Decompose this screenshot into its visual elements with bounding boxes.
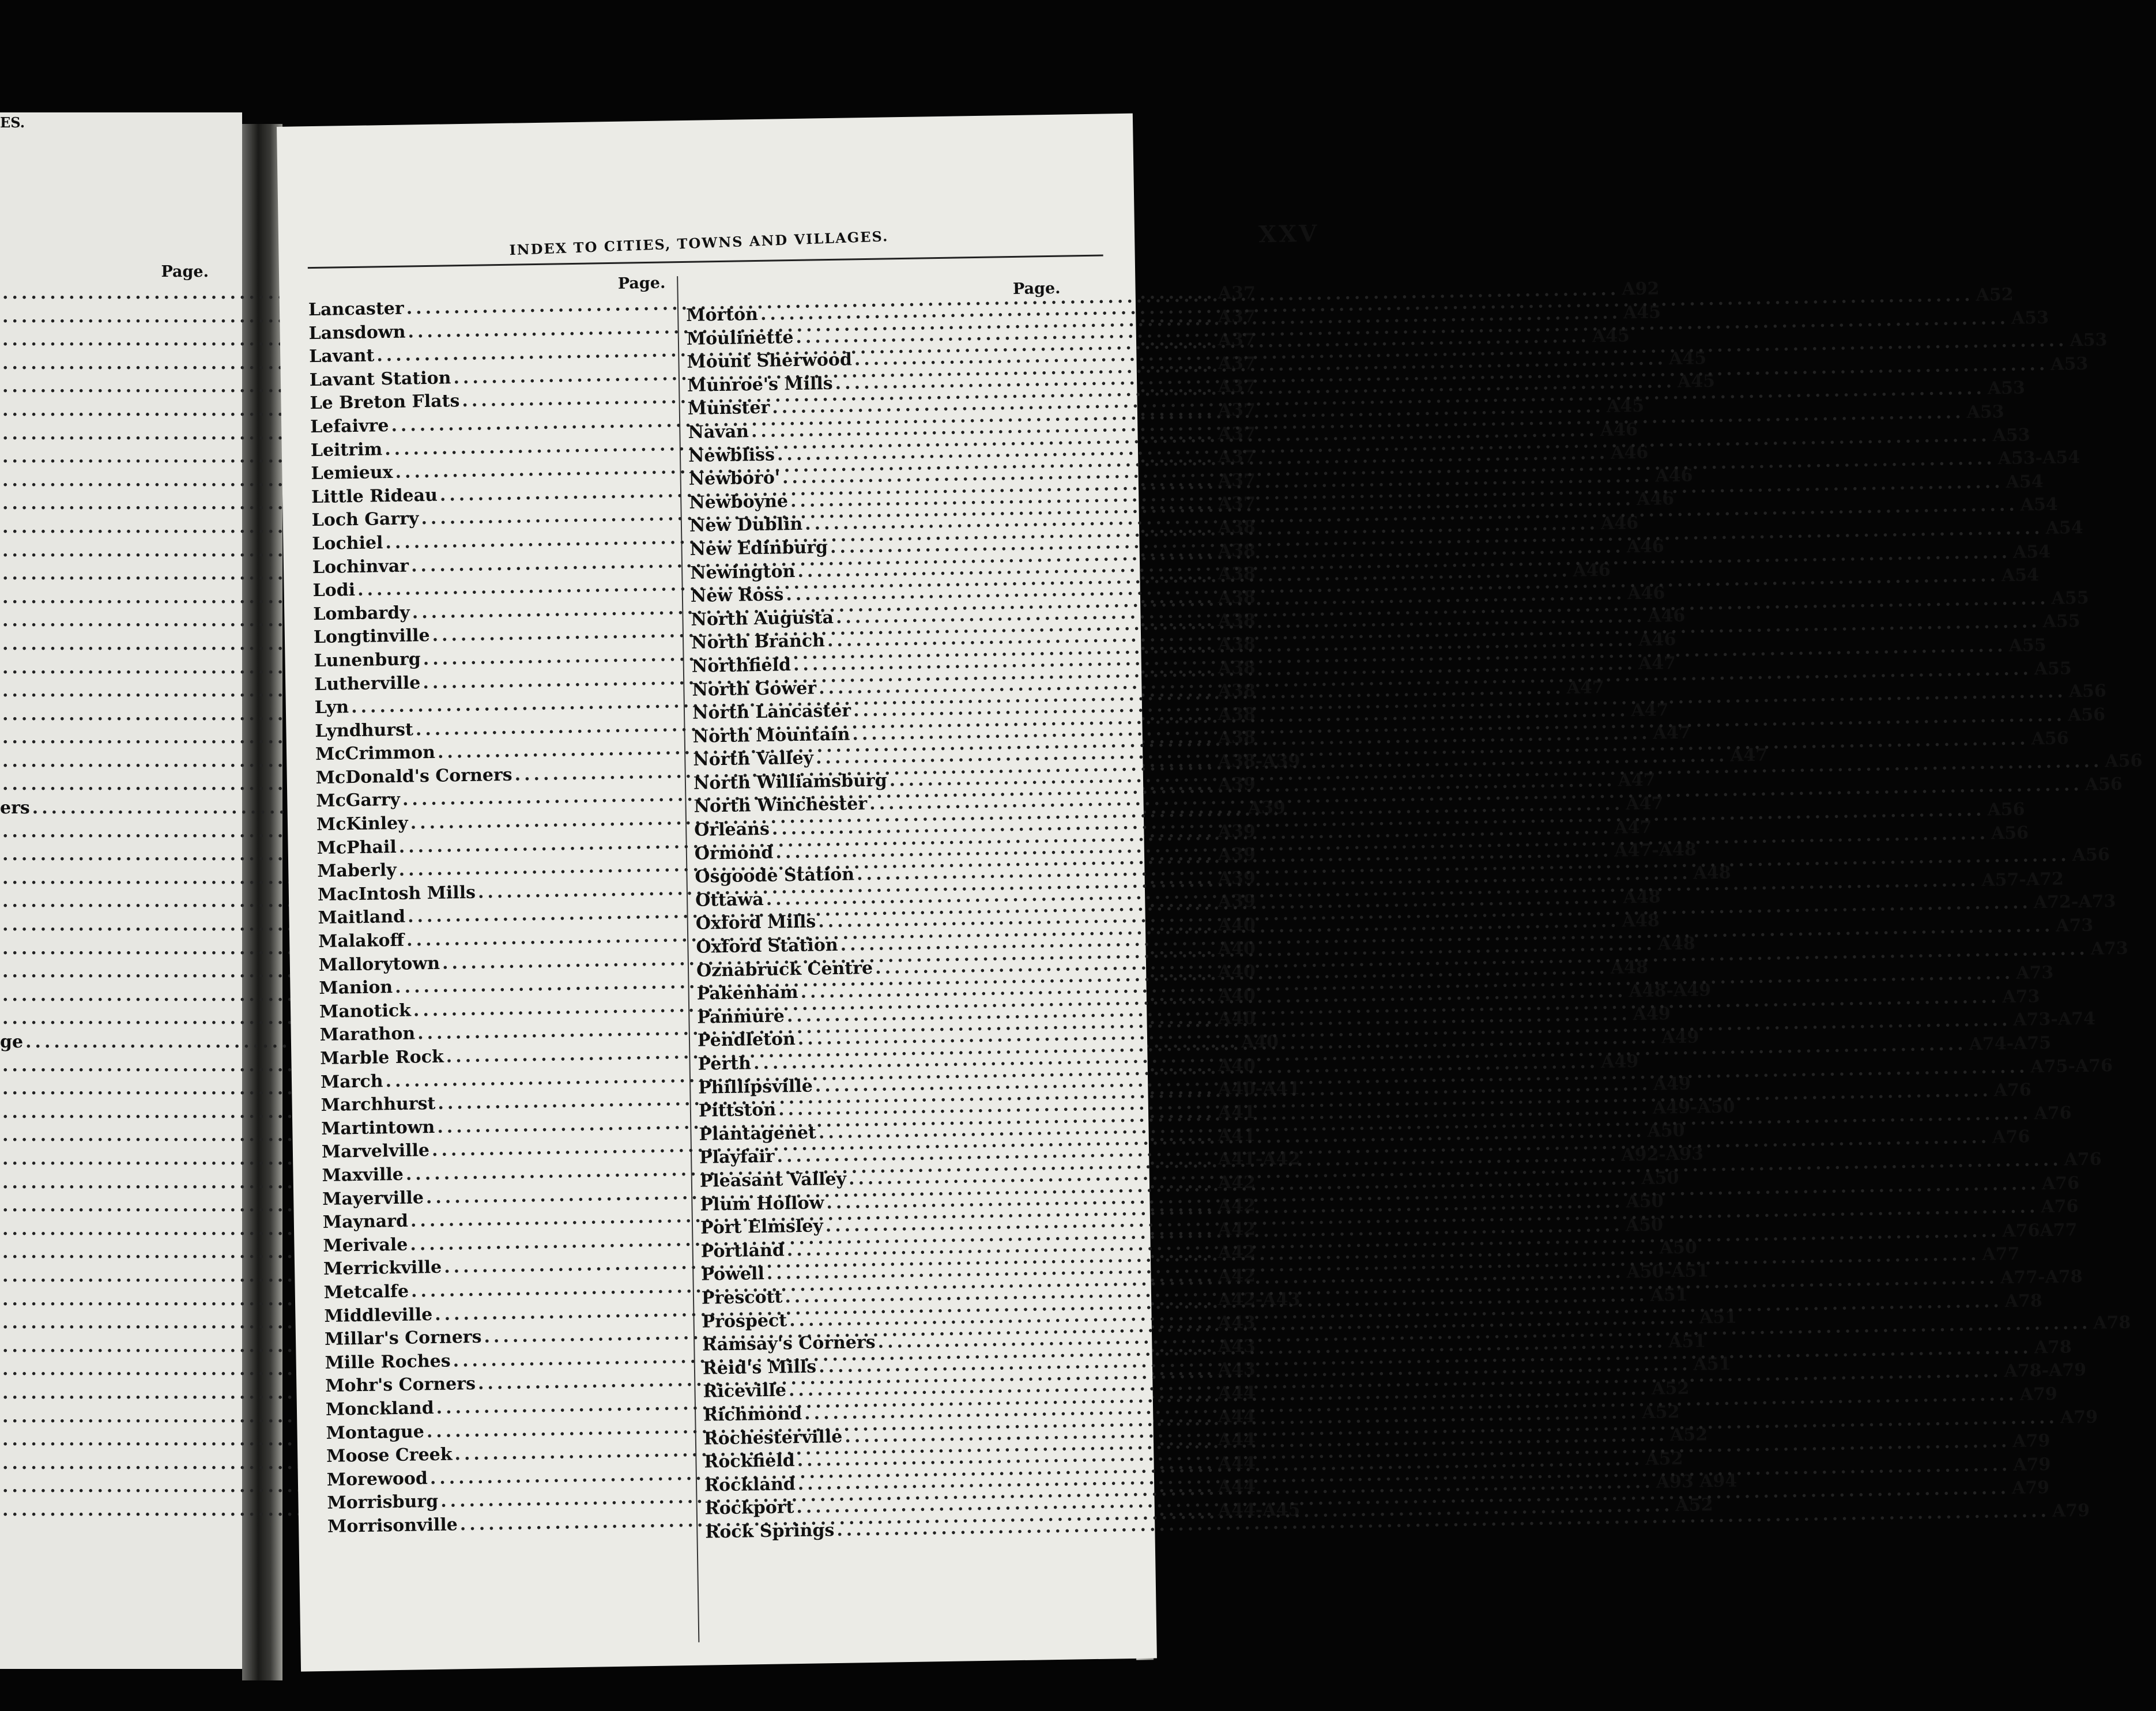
entry-name: Lyndhurst <box>315 719 414 741</box>
entry-page-ref: A37 <box>1218 493 1256 514</box>
entry-page-ref: A50 <box>1625 1215 1664 1236</box>
entry-name: ers <box>0 798 30 819</box>
entry-page-ref: A52 <box>1669 1424 1708 1446</box>
entry-page-ref: A39 <box>1218 845 1256 865</box>
entry-name: Prospect <box>702 1310 787 1332</box>
column-1-header: Page. <box>617 274 666 293</box>
entry-page-ref: A41-A42 <box>1218 1148 1301 1169</box>
entry-page-ref: A38 <box>1218 657 1256 678</box>
entry-name: Mohr's Corners <box>325 1374 476 1397</box>
entry-name: Navan <box>688 421 749 443</box>
entry-name: Pleasant Valley <box>699 1169 847 1192</box>
entry-page-ref: A50 <box>1659 1237 1698 1258</box>
entry-name: Northfield <box>691 655 791 677</box>
entry-name: Plantagenet <box>699 1122 817 1145</box>
entry-name: Ottawa <box>695 889 764 911</box>
entry-page-ref: A73 <box>2055 915 2094 936</box>
entry-page-ref: A55 <box>2051 587 2089 609</box>
entry-page-ref: A79 <box>2052 1500 2090 1521</box>
entry-name: Osgoode Station <box>695 864 855 888</box>
entry-page-ref: A38 <box>1218 610 1256 631</box>
entry-page-ref: A73 <box>2090 938 2129 959</box>
entry-page-ref: A79 <box>2011 1478 2050 1499</box>
entry-name: New Ross <box>690 585 784 606</box>
entry-page-ref: A46 <box>1600 419 1638 440</box>
entry-name: North Lancaster <box>692 700 851 723</box>
entry-page-ref: A46 <box>1610 442 1649 463</box>
entry-page-ref: A44 <box>1218 1406 1256 1427</box>
entry-name: Phillipsville <box>698 1076 813 1098</box>
entry-name: Millar's Corners <box>324 1326 482 1350</box>
entry-page-ref: A55 <box>2008 635 2046 656</box>
entry-name: Pakenham <box>696 982 798 1004</box>
entry-page-ref: A47 <box>1638 653 1676 674</box>
entry-page-ref: A38 <box>1218 540 1256 561</box>
entry-name: Munster <box>687 398 770 420</box>
entry-page-ref: A47 <box>1631 699 1669 721</box>
entry-page-ref: A56 <box>2068 681 2106 702</box>
entry-name: Rockfield <box>704 1450 795 1472</box>
entry-page-ref: A48-A49 <box>1629 979 1712 1002</box>
entry-page-ref: A92-A93 <box>1621 1144 1704 1166</box>
entry-name: Rockport <box>704 1497 794 1519</box>
entry-name: Morrisonville <box>327 1514 458 1537</box>
entry-name: McCrimmon <box>315 743 436 765</box>
entry-name: Merrickville <box>323 1257 442 1280</box>
entry-page-ref: A38 <box>1218 587 1256 608</box>
entry-page-ref: A45 <box>1623 302 1661 323</box>
entry-page-ref: A44 <box>1218 1430 1256 1450</box>
entry-page-ref: A47-A48 <box>1614 839 1697 861</box>
entry-page-ref: A38 <box>1218 704 1256 725</box>
entry-page-ref: A54 <box>2006 471 2044 492</box>
entry-name: Reid's Mills <box>702 1356 817 1379</box>
entry-name: Newington <box>689 561 796 583</box>
entry-name: Port Elmsley <box>700 1216 824 1238</box>
entry-name: Marvelville <box>321 1140 430 1163</box>
entry-page-ref: A52 <box>1976 284 2014 306</box>
entry-page-ref: A40 <box>1241 1032 1279 1052</box>
entry-page-ref: A73-A74 <box>2013 1009 2096 1031</box>
entry-name: Playfair <box>699 1147 775 1169</box>
entry-page-ref: A42 <box>1218 1242 1256 1263</box>
entry-page-ref: A37 <box>1218 470 1256 491</box>
entry-page-ref: A47 <box>1566 677 1605 699</box>
entry-page-ref: A51 <box>1668 1331 1706 1352</box>
entry-page-ref: A76 <box>1993 1080 2032 1101</box>
entry-page-ref: A39 <box>1247 798 1286 819</box>
column-2-header: Page. <box>1012 279 1061 298</box>
entry-page-ref: A53 <box>1992 424 2030 446</box>
entry-page-ref: A37 <box>1218 447 1256 468</box>
entry-page-ref: A48 <box>1622 910 1660 932</box>
entry-page-ref: A38 <box>1218 517 1256 537</box>
entry-page-ref: A79 <box>2019 1384 2058 1405</box>
entry-name: Manion <box>319 977 393 999</box>
entry-page-ref: A37 <box>1218 353 1256 374</box>
entry-name: Lansdown <box>308 322 406 344</box>
entry-page-ref: A39 <box>1218 868 1256 888</box>
entry-name: Lemieux <box>311 462 393 484</box>
entry-name: Richmond <box>703 1403 802 1426</box>
entry-page-ref: A76A77 <box>2002 1219 2078 1241</box>
entry-name: Newboro' <box>688 468 781 490</box>
entry-page-ref: A42 <box>1218 1265 1256 1286</box>
entry-page-ref: A46 <box>1638 629 1676 650</box>
entry-page-ref: A39 <box>1218 774 1256 795</box>
entry-page-ref: A51 <box>1699 1307 1737 1328</box>
entry-name: Mayerville <box>322 1187 424 1209</box>
entry-name: Rochesterville <box>703 1426 843 1449</box>
entry-name: Maitland <box>318 907 406 929</box>
entry-page-ref: A53 <box>2011 307 2049 329</box>
entry-page-ref: A39 <box>1218 821 1256 842</box>
entry-page-ref: A38 <box>1218 681 1256 702</box>
entry-page-ref: A44-A45 <box>1218 1499 1301 1520</box>
entry-name: North Mountain <box>692 724 850 747</box>
entry-page-ref: A41 <box>1218 1125 1256 1146</box>
entry-page-ref: A49 <box>1600 1051 1639 1072</box>
entry-name: Morewood <box>326 1468 428 1490</box>
entry-page-ref: A72-A73 <box>2033 891 2116 913</box>
entry-page-ref: A47 <box>1614 817 1652 838</box>
entry-name: Malakoff <box>318 930 405 952</box>
entry-name: Leitrim <box>310 439 383 461</box>
entry-name: ge <box>0 1032 24 1052</box>
entry-name: Newboyne <box>689 491 789 513</box>
entry-page-ref: A52 <box>1651 1378 1690 1399</box>
entry-name: McKinley <box>316 813 408 835</box>
entry-page-ref: A37 <box>1218 283 1256 303</box>
entry-page-ref: A55 <box>2042 611 2080 632</box>
entry-name: Lavant <box>308 345 375 367</box>
entry-page-ref: A44 <box>1218 1476 1256 1497</box>
entry-page-ref: A38 <box>1218 634 1256 654</box>
entry-page-ref: A54 <box>2012 541 2051 563</box>
entry-page-ref: A40 <box>1218 938 1256 959</box>
entry-name: Le Breton Flats <box>310 391 460 414</box>
entry-page-ref: A56 <box>2105 751 2143 772</box>
entry-page-ref: A73 <box>2002 986 2040 1007</box>
entry-name: Lodi <box>312 580 356 601</box>
entry-page-ref: A47 <box>1626 793 1664 815</box>
entry-name: Lavant Station <box>309 368 451 390</box>
entry-page-ref: A40 <box>1218 1008 1256 1029</box>
entry-name: Maynard <box>322 1211 409 1233</box>
entry-name: Lyn <box>314 697 349 718</box>
entry-page-ref: A46 <box>1655 465 1693 487</box>
entry-name: Powell <box>701 1264 765 1286</box>
entry-page-ref: A44 <box>1218 1382 1256 1403</box>
entry-page-ref: A74-A75 <box>1969 1032 2052 1055</box>
entry-name: Plum Hollow <box>700 1192 824 1215</box>
entry-page-ref: A43 <box>1218 1336 1256 1356</box>
entry-name: Montague <box>326 1421 425 1444</box>
entry-name: Mount Sherwood <box>687 349 853 373</box>
entry-name: Martintown <box>321 1117 435 1139</box>
entry-page-ref: A48 <box>1657 933 1695 955</box>
entry-page-ref: A76 <box>2041 1173 2080 1194</box>
entry-page-ref: A46 <box>1647 606 1686 627</box>
entry-name: Panmure <box>697 1006 785 1028</box>
entry-name: Orleans <box>693 819 770 841</box>
entry-name: Marathon <box>319 1023 416 1046</box>
entry-page-ref: A56 <box>1987 799 2025 820</box>
entry-page-ref: A40-A41 <box>1218 1079 1301 1099</box>
entry-page-ref: A78 <box>2034 1337 2072 1358</box>
entry-page-ref: A40 <box>1218 985 1256 1005</box>
entry-page-ref: A53-A54 <box>1997 447 2080 469</box>
entry-name: Rockland <box>704 1473 796 1496</box>
entry-page-ref: A38 <box>1218 564 1256 585</box>
entry-name: North Gower <box>692 677 817 700</box>
entry-name: New Dublin <box>689 514 803 537</box>
entry-name: Mille Roches <box>325 1351 451 1373</box>
entry-page-ref: A75-A76 <box>2030 1055 2113 1077</box>
entry-name: Munroe's Mills <box>687 373 833 396</box>
entry-page-ref: A46 <box>1627 582 1665 604</box>
entry-name: Portland <box>700 1240 785 1262</box>
left-column-header: Page. <box>161 263 209 281</box>
entry-page-ref: A37 <box>1218 400 1256 420</box>
entry-page-ref: A56 <box>2085 774 2123 796</box>
entry-page-ref: A47 <box>1729 745 1768 766</box>
entry-name: Ramsay's Corners <box>702 1332 876 1355</box>
entry-name: Maberly <box>317 860 397 882</box>
entry-page-ref: A46 <box>1626 536 1664 557</box>
entry-page-ref: A44 <box>1218 1453 1256 1473</box>
entry-page-ref: A49 <box>1633 1004 1671 1025</box>
entry-name: Pittston <box>698 1099 777 1121</box>
entry-page-ref: A37 <box>1218 423 1256 444</box>
entry-name: Morton <box>685 304 759 326</box>
running-head: INDEX TO CITIES, TOWNS AND VILLAGES. <box>508 228 889 259</box>
entry-name: North Winchester <box>693 794 868 817</box>
entry-page-ref: A45 <box>1677 371 1716 393</box>
entry-name: Morrisburg <box>327 1491 439 1514</box>
entry-page-ref: A46 <box>1636 489 1675 510</box>
entry-page-ref: A73 <box>2015 962 2054 984</box>
entry-page-ref: A37 <box>1218 376 1256 397</box>
entry-name: Lancaster <box>308 298 404 321</box>
entry-page-ref: A50 <box>1626 1191 1664 1212</box>
entry-page-ref: A43 <box>1218 1313 1256 1333</box>
entry-page-ref: A47 <box>1618 770 1656 792</box>
entry-page-ref: A41 <box>1218 1102 1256 1122</box>
entry-name: Ormond <box>694 842 774 864</box>
entry-page-ref: A54 <box>2001 565 2040 586</box>
entry-page-ref: A79 <box>2012 1431 2051 1452</box>
entry-name: Moose Creek <box>326 1444 453 1467</box>
entry-name: Longtinville <box>313 625 430 648</box>
entry-name: Lefaivre <box>310 415 389 438</box>
entry-page-ref: A93 A94 <box>1656 1471 1737 1493</box>
entry-name: North Williamsburg <box>693 770 887 794</box>
entry-name: Perth <box>698 1053 752 1075</box>
entry-name: Loch Garry <box>311 508 419 531</box>
entry-page-ref: A48 <box>1623 887 1661 908</box>
entry-page-ref: A76 <box>2064 1149 2102 1170</box>
entry-name: MacIntosh Mills <box>317 882 476 905</box>
entry-name: Marchhurst <box>321 1094 436 1116</box>
entry-name: Moulinette <box>686 327 794 349</box>
left-page-running-head: ES. <box>0 114 25 131</box>
entry-page-ref: A79 <box>2060 1407 2098 1428</box>
entry-page-ref: A49 <box>1661 1027 1699 1048</box>
entry-page-ref: A78 <box>2093 1312 2131 1333</box>
entry-name: Mallorytown <box>318 953 440 975</box>
entry-page-ref: A78-A79 <box>2004 1360 2087 1382</box>
entry-page-ref: A76 <box>2041 1196 2079 1218</box>
entry-page-ref: A49-A50 <box>1652 1096 1735 1118</box>
entry-page-ref: A50 <box>1647 1121 1685 1142</box>
entry-name: Oznabruck Centre <box>696 958 873 981</box>
entry-name: Lochinvar <box>312 556 409 578</box>
entry-page-ref: A42 <box>1218 1172 1256 1193</box>
entry-name: Monckland <box>325 1397 434 1420</box>
entry-page-ref: A45 <box>1606 395 1645 417</box>
entry-page-ref: A40 <box>1218 915 1256 936</box>
entry-name: Rock Springs <box>705 1520 835 1543</box>
entry-page-ref: A76 <box>1992 1126 2030 1148</box>
entry-name: Newbliss <box>688 444 775 466</box>
entry-page-ref: A53 <box>1987 378 2026 399</box>
entry-page-ref: A79 <box>2013 1454 2051 1475</box>
entry-page-ref: A45 <box>1668 348 1707 369</box>
entry-page-ref: A39 <box>1218 891 1256 912</box>
entry-page-ref: A37 <box>1218 306 1256 327</box>
entry-page-ref: A52 <box>1675 1495 1713 1516</box>
entry-name: McPhail <box>316 836 397 858</box>
entry-name: New Edinburg <box>689 537 828 560</box>
entry-page-ref: A38 <box>1218 728 1256 748</box>
entry-name: Riceville <box>703 1380 787 1402</box>
entry-page-ref: A55 <box>2034 658 2072 679</box>
entry-name: Merivale <box>323 1234 408 1256</box>
entry-page-ref: A92 <box>1622 278 1660 300</box>
entry-page-ref: A38-A39 <box>1218 751 1301 771</box>
entry-page-ref: A40 <box>1218 962 1256 982</box>
entry-page-ref: A53 <box>2050 353 2089 375</box>
entry-name: North Valley <box>693 748 814 771</box>
entry-page-ref: A45 <box>1592 326 1630 347</box>
entry-page-ref: A54 <box>2020 494 2059 515</box>
entry-page-ref: A76 <box>2034 1103 2072 1124</box>
header-rule <box>308 255 1103 269</box>
entry-name: Lochiel <box>312 533 383 555</box>
entry-page-ref: A53 <box>1966 401 2004 423</box>
entry-page-ref: A46 <box>1600 512 1639 534</box>
entry-page-ref: A78 <box>2004 1290 2042 1311</box>
entry-name: Metcalfe <box>323 1281 409 1303</box>
entry-page-ref: A52 <box>1642 1401 1680 1423</box>
entry-page-ref: A56 <box>2031 728 2069 749</box>
entry-name: Little Rideau <box>311 485 438 507</box>
entry-page-ref: A77-A78 <box>2000 1266 2083 1288</box>
entry-name: Lombardy <box>313 602 410 624</box>
entry-page-ref: A57-A72 <box>1981 869 2064 891</box>
entry-page-ref: A47 <box>1653 722 1691 744</box>
entry-name: North Branch <box>691 631 826 654</box>
entry-page-ref: A53 <box>2070 330 2108 351</box>
entry-page-ref: A77 <box>1982 1244 2020 1265</box>
entry-page-ref: A56 <box>2067 704 2106 726</box>
entry-page-ref: A42-A43 <box>1218 1289 1301 1310</box>
entry-page-ref: A50-A51 <box>1626 1261 1709 1283</box>
entry-name: North Augusta <box>691 607 834 630</box>
entry-name: Middleville <box>324 1304 433 1326</box>
entry-page-ref: A49 <box>1653 1073 1691 1095</box>
entry-name: McDonald's Corners <box>315 764 512 788</box>
entry-name: Lunenburg <box>314 649 421 672</box>
entry-name: Lutherville <box>314 672 421 695</box>
entry-page-ref: A52 <box>1645 1448 1683 1469</box>
entry-page-ref: A42 <box>1218 1219 1256 1239</box>
entry-page-ref: A54 <box>2045 517 2083 538</box>
entry-page-ref: A43 <box>1218 1359 1256 1380</box>
entry-name: McGarry <box>316 790 401 812</box>
entry-page-ref: A51 <box>1693 1354 1731 1375</box>
entry-name: Maxville <box>322 1164 404 1186</box>
entry-page-ref: A50 <box>1641 1167 1679 1189</box>
entry-page-ref: A48 <box>1693 862 1731 884</box>
entry-page-ref: A56 <box>1991 823 2029 844</box>
entry-name: Oxford Station <box>696 934 838 958</box>
entry-name: March <box>320 1071 383 1092</box>
entry-page-ref: A40 <box>1218 1055 1256 1076</box>
entry-name: Oxford Mills <box>695 911 816 934</box>
entry-name: Prescott <box>701 1287 783 1309</box>
entry-page-ref: A37 <box>1218 330 1256 351</box>
entry-name: Pendleton <box>697 1029 796 1052</box>
entry-name: Manotick <box>319 1000 412 1022</box>
entry-page-ref: A51 <box>1650 1284 1688 1306</box>
page-folio: XXV <box>1258 220 1320 248</box>
entry-page-ref: A56 <box>2072 845 2110 866</box>
entry-page-ref: A48 <box>1610 958 1649 979</box>
entry-name: Marble Rock <box>320 1046 444 1069</box>
entry-page-ref: A42 <box>1218 1196 1256 1216</box>
entry-page-ref: A46 <box>1573 560 1611 581</box>
